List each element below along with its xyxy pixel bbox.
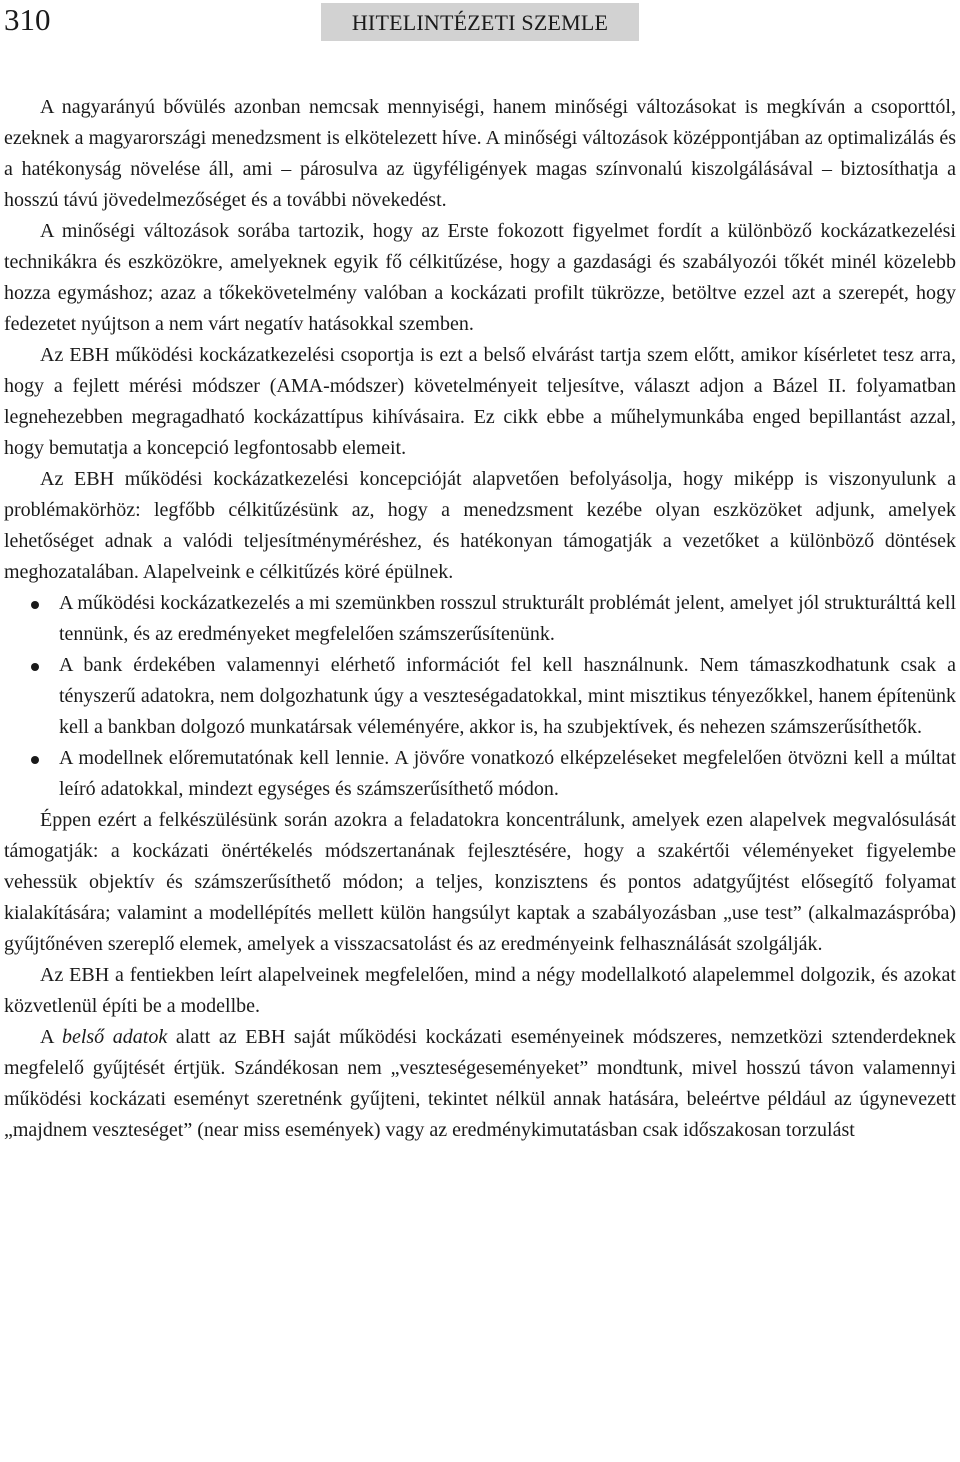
principles-list	[4, 588, 956, 805]
journal-title-banner: HITELINTÉZETI SZEMLE	[321, 3, 639, 41]
paragraph-2: A minőségi változások sorába tartozik, hogy az Erste fokozott figyelmet fordít a különböző kockázatkezelési technikákra és eszközökre, amelyeknek egyik fő célkitűzése, hogy a gazdasági és szabályozói tőkét minél közelebb hozza egymáshoz; azaz a tőkekövetelmény valóban a kockázati profilt tükrözze, betöltve ezzel azt a szerepét, hogy fedezetet nyújtson a nem várt negatív hatásokkal szemben.	[4, 220, 956, 335]
paragraph-7	[4, 1022, 956, 1146]
list-item-text: A működési kockázatkezelés a mi szemünkben rosszul strukturált problémát jelent, amelyet jól strukturálttá kell tennünk, és az eredményeket megfelelően számszerűsítenünk.	[59, 592, 956, 645]
paragraph-4: Az EBH működési kockázatkezelési koncepcióját alapvetően befolyásolja, hogy miképp is viszonyulunk a problémakörhöz: legfőbb célkitűzésünk az, hogy a menedzsment kezébe olyan eszközöket adjunk, amelyek lehetőséget adnak a valódi teljesítményméréshez, és hatékonyan támogatják a vezetőket a különböző döntések meghozatalában. Alapelveink e célkitűzés köré épülnek.	[4, 468, 956, 583]
emphasis-term: belső adatok	[61, 1026, 168, 1048]
bullet-icon	[31, 756, 39, 764]
bullet-icon	[31, 663, 39, 671]
paragraph-1: A nagyarányú bővülés azonban nemcsak mennyiségi, hanem minőségi változásokat is megkíván a csoporttól, ezeknek a magyarországi menedzsment is elkötelezett híve. A minőségi változások középpontjában az optimalizálás és a hatékonyság növelése áll, ami – párosulva az ügyféligények magas színvonalú kiszolgálásával – biztosíthatja a hosszú távú jövedelmezőséget és a további növekedést.	[4, 96, 956, 211]
paragraph-7-rest: alatt az EBH saját működési kockázati eseményeinek módszeres, nemzetközi sztenderdeknek megfelelő gyűjtését értjük. Szándékosan nem „veszteségeseményeket” mondtunk, mivel hosszú távon valamennyi működési kockázati eseményt szeretnénk gyűjteni, tekintet nélkül annak hatására, beleértve például az úgynevezett „majdnem veszteséget” (near miss események) vagy az eredménykimutatásban csak időszakosan torzulást	[4, 1026, 956, 1141]
article-body	[4, 92, 956, 1146]
bullet-icon	[31, 601, 39, 609]
paragraph-6: Az EBH a fentiekben leírt alapelveinek megfelelően, mind a négy modellalkotó alapelemmel dolgozik, és azokat közvetlenül építi be a modellbe.	[4, 964, 956, 1017]
list-item	[4, 588, 956, 650]
page-header	[0, 0, 960, 44]
paragraph-3: Az EBH működési kockázatkezelési csoportja is ezt a belső elvárást tartja szem előtt, amikor kísérletet tesz arra, hogy a fejlett mérési módszer (AMA-módszer) követelményeit teljesítve, választ adjon a Bázel II. folyamatban legnehezebben megragadható kockázattípus kihívásaira. Ez cikk ebbe a műhelymunkába enged bepillantást azzal, hogy bemutatja a koncepció legfontosabb elemeit.	[4, 344, 956, 459]
list-item	[4, 650, 956, 743]
page-number: 310	[4, 2, 51, 37]
paragraph-5: Éppen ezért a felkészülésünk során azokra a feladatokra koncentrálunk, amelyek ezen alapelvek megvalósulását támogatják: a kockázati önértékelés módszertanának fejlesztésére, hogy a szakértői véleményeket figyelembe vehessük objektív és számszerűsíthető módon; a teljes, konzisztens és pontos adatgyűjtést elősegítő folyamat kialakítására; valamint a modellépítés mellett külön hangsúlyt kaptak a szabályozásban „use test” (alkalmazáspróba) gyűjtőnéven szereplő elemek, amelyek a visszacsatolást és az eredményeink felhasználását szolgálják.	[4, 809, 956, 955]
paragraph-7-start: A	[40, 1026, 62, 1048]
list-item-text: A bank érdekében valamennyi elérhető információt fel kell használnunk. Nem támaszkodhatunk csak a tényszerű adatokra, nem dolgozhatunk úgy a veszteségadatokkal, mint misztikus tényezőkkel, hanem építenünk kell a bankban dolgozó munkatársak véleményére, akkor is, ha szubjektívek, és nehezen számszerűsíthetők.	[59, 654, 956, 738]
list-item-text: A modellnek előremutatónak kell lennie. A jövőre vonatkozó elképzeléseket megfelelően ötvözni kell a múltat leíró adatokkal, mindezt egységes és számszerűsíthető módon.	[59, 747, 956, 800]
list-item	[4, 743, 956, 805]
